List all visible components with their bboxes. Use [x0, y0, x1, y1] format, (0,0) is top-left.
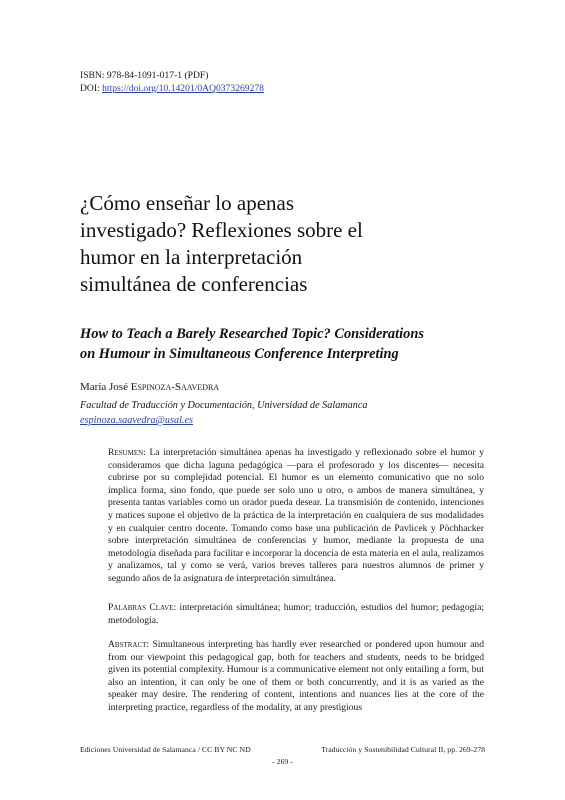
author-first-name: María José: [80, 381, 128, 393]
title-line-2: investigado? Reflexiones sobre el: [80, 218, 363, 242]
article-title: [80, 190, 500, 298]
author-email-link[interactable]: espinoza.saavedra@usal.es: [80, 415, 193, 426]
affiliation-text: Facultad de Traducción y Documentación, Universidad de Salamanca: [80, 400, 368, 411]
abstract-label: Abstract:: [108, 639, 150, 650]
abstract-paragraph: [108, 639, 484, 715]
resumen-paragraph: [108, 447, 484, 586]
author-last-name: Espinoza-Saavedra: [130, 381, 220, 393]
abstract-text: Simultaneous interpreting has hardly ever researched or pondered upon humour and from our viewpoint this pedagogical gap, both for teachers and students, needs to be bridged given its potential complexity. Humour is a communicative element not only entailing a form, but also an intention, it can only be one of them or both concurrently, and it is as varied as the speaker may desire. The rendering of content, intentions and nuances lies at the core of the interpreting practice, regardless of the modality, at any prestigious: [108, 639, 484, 713]
doi-line: [80, 82, 264, 95]
title-line-4: simultánea de conferencias: [80, 272, 308, 296]
footer-publisher: Ediciones Universidad de Salamanca / CC BY NC ND: [80, 745, 251, 754]
author-name: [80, 380, 219, 394]
page-footer: [80, 745, 485, 755]
doi-label: DOI:: [80, 83, 100, 94]
resumen-label: Resumen:: [108, 447, 146, 458]
subtitle-line-2: on Humour in Simultaneous Conference Interpreting: [80, 345, 399, 362]
resumen-text: La interpretación simultánea apenas ha investigado y reflexionado sobre el humor y consideramos que dicha laguna pedagógica —para el profesorado y los discentes— necesita cubrirse por su complejidad potencial. El humor es un elemento comunicativo que no solo implica forma, sino fondo, que puede ser solo uno u otro, o ambos de manera simultánea, y presenta tantas variables como un orador pueda desear. La transmisión de contenido, intenciones y matices supone el objetivo de la práctica de la interpretación en cualquiera de sus modalidades y en cualquier centro docente. Tomando como base una publicación de Pavlicek y Pöchhacker sobre interpretación simultánea de conferencias y humor, mediante la propuesta de una metodología diseñada para facilitar e incorporar la docencia de esta materia en el aula, realizamos y analizamos, tal y como se verá, varios breves talleres para nuestros alumnos de primer y segundo años de la asignatura de interpretación simultánea.: [108, 447, 485, 584]
title-line-3: humor en la interpretación: [80, 245, 303, 269]
footer-journal: Traducción y Sostenibilidad Cultural II, pp. 269-278: [321, 745, 485, 754]
article-subtitle: [80, 325, 500, 364]
keywords-paragraph: [108, 602, 484, 627]
page-number: - 269 -: [272, 757, 293, 766]
subtitle-line-1: How to Teach a Barely Researched Topic? Considerations: [80, 326, 424, 342]
isbn-line: ISBN: 978-84-1091-017-1 (PDF): [80, 70, 209, 81]
doi-link[interactable]: https://doi.org/10.14201/0AQ0373269278: [102, 83, 264, 94]
author-affiliation: [80, 398, 367, 428]
publication-meta: [80, 69, 264, 95]
keywords-label: Palabras Clave:: [108, 602, 177, 613]
keywords-text: interpretación simultánea; humor; traducción, estudios del humor; pedagogía; metodología.: [108, 602, 484, 626]
title-line-1: ¿Cómo enseñar lo apenas: [80, 191, 295, 215]
